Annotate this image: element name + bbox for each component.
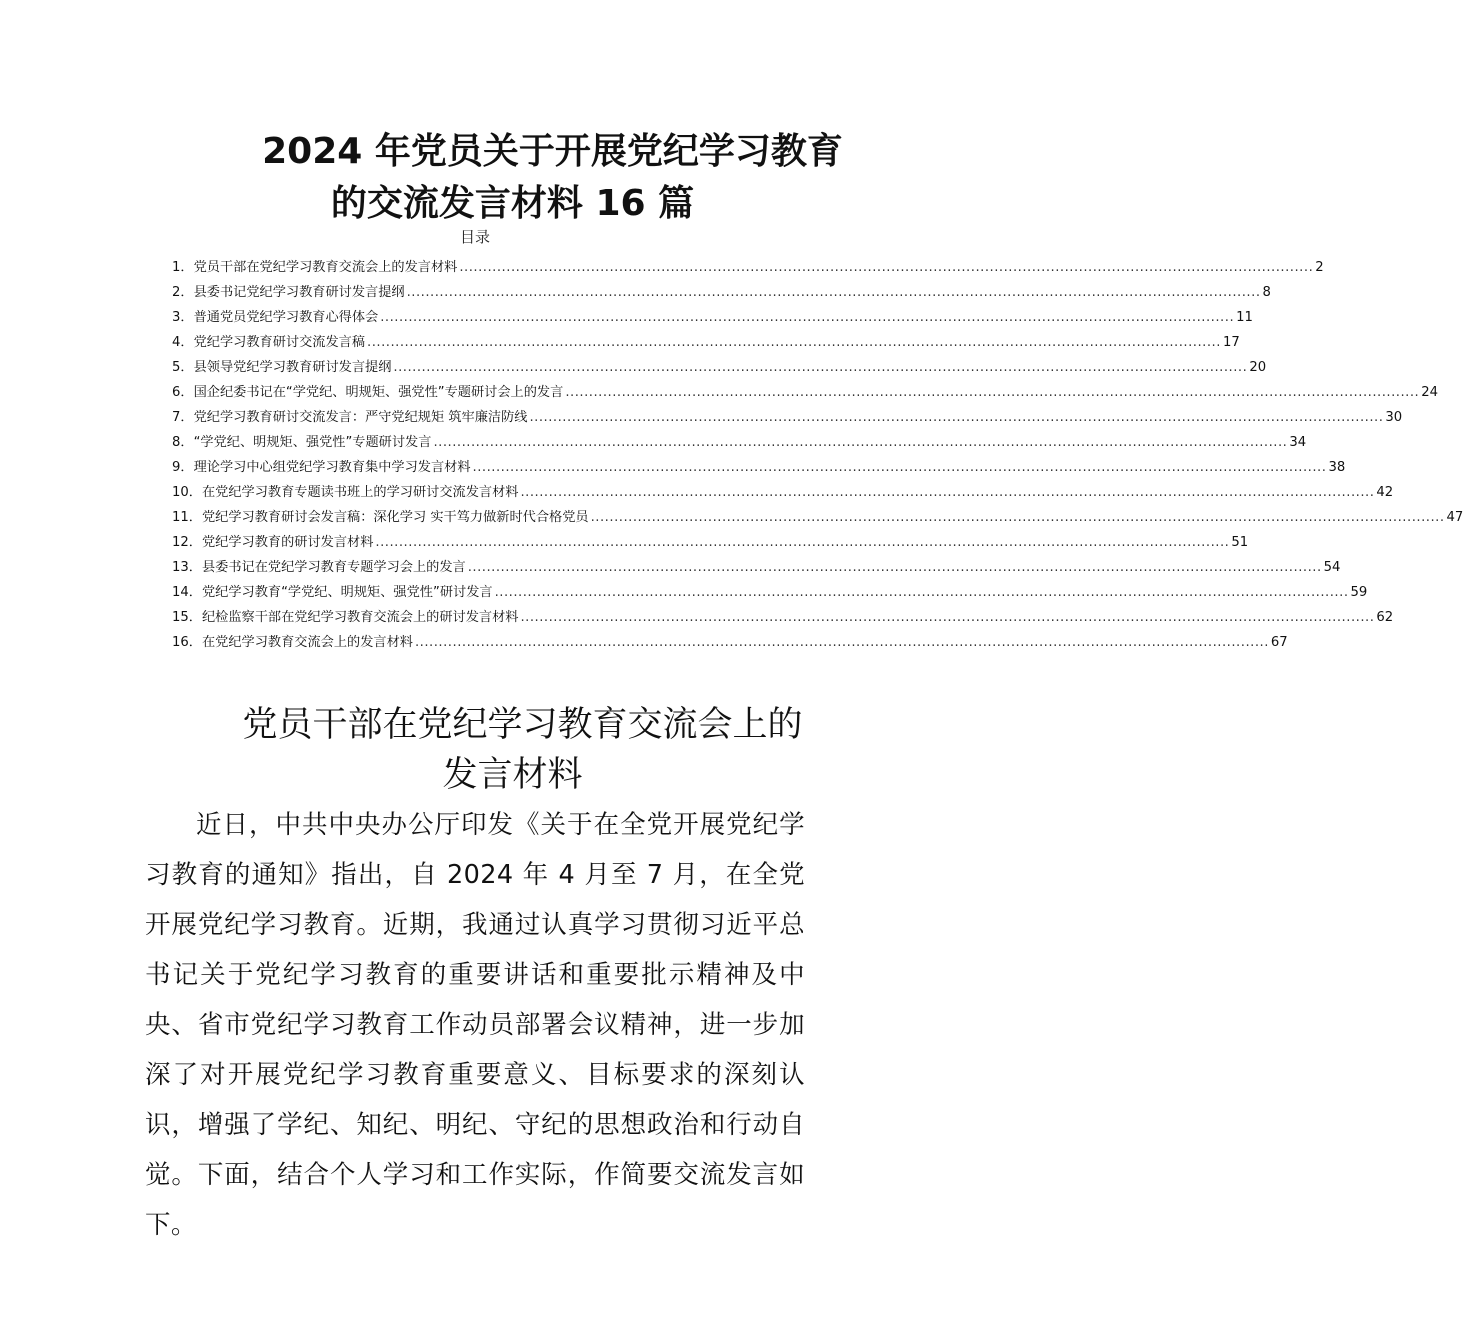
toc-entry-title: 县委书记在党纪学习教育专题学习会上的发言 [201, 560, 466, 575]
toc-entry[interactable] [172, 300, 1253, 325]
toc-entry-page: 38 [1328, 460, 1346, 475]
toc-entry-number: 16． [172, 635, 202, 650]
toc-entry-number: 7． [172, 410, 194, 425]
toc-entry-page: 42 [1376, 485, 1394, 500]
toc-entry-number: 15． [172, 610, 202, 625]
toc-leader-dots [367, 335, 1221, 350]
toc-entry-title: 纪检监察干部在党纪学习教育交流会上的研讨发言材料 [201, 610, 519, 625]
toc-entry-page: 2 [1315, 260, 1324, 275]
toc-leader-dots [375, 535, 1229, 550]
toc-entry[interactable] [172, 575, 1368, 600]
toc-leader-dots [415, 635, 1269, 650]
toc-leader-dots [529, 410, 1383, 425]
toc-leader-dots [520, 485, 1374, 500]
toc-entry-title: 普通党员党纪学习教育心得体会 [193, 310, 379, 325]
toc-entry-title: 理论学习中心组党纪学习教育集中学习发言材料 [193, 460, 471, 475]
toc-leader-dots [468, 560, 1322, 575]
toc-entry-page: 8 [1262, 285, 1271, 300]
toc-entry-title: 党纪学习教育“学党纪、明规矩、强党性”研讨发言 [201, 585, 493, 600]
table-of-contents [172, 250, 1463, 650]
toc-entry-title: 国企纪委书记在“学党纪、明规矩、强党性”专题研讨会上的发言 [193, 385, 564, 400]
toc-entry-page: 67 [1270, 635, 1288, 650]
toc-entry-number: 10． [172, 485, 202, 500]
toc-entry[interactable] [172, 600, 1394, 625]
toc-entry-title: 在党纪学习教育交流会上的发言材料 [201, 635, 413, 650]
toc-entry[interactable] [172, 625, 1288, 650]
toc-entry-number: 13． [172, 560, 202, 575]
toc-leader-dots [591, 510, 1445, 525]
toc-heading: 目录 [459, 228, 490, 246]
toc-entry-page: 34 [1289, 435, 1307, 450]
toc-entry-page: 51 [1231, 535, 1249, 550]
toc-entry-title: 党纪学习教育研讨会发言稿：深化学习 实干笃力做新时代合格党员 [201, 510, 589, 525]
toc-entry-number: 4． [172, 335, 194, 350]
toc-entry[interactable] [172, 525, 1249, 550]
toc-entry[interactable] [172, 450, 1346, 475]
toc-entry-number: 11． [172, 510, 202, 525]
toc-entry-title: 县领导党纪学习教育研讨发言提纲 [193, 360, 392, 375]
toc-leader-dots [565, 385, 1419, 400]
toc-entry[interactable] [172, 375, 1439, 400]
toc-entry-title: 党员干部在党纪学习教育交流会上的发言材料 [193, 260, 458, 275]
toc-leader-dots [459, 260, 1313, 275]
toc-entry-number: 8． [172, 435, 194, 450]
toc-entry[interactable] [172, 550, 1341, 575]
toc-entry[interactable] [172, 475, 1394, 500]
toc-entry-page: 24 [1421, 385, 1439, 400]
toc-leader-dots [473, 460, 1327, 475]
toc-entry-page: 47 [1446, 510, 1463, 525]
toc-entry-page: 62 [1376, 610, 1394, 625]
document-title [145, 126, 880, 230]
toc-entry[interactable] [172, 250, 1324, 275]
toc-entry-title: “学党纪、明规矩、强党性”专题研讨发言 [193, 435, 432, 450]
toc-leader-dots [393, 360, 1247, 375]
toc-entry[interactable] [172, 400, 1403, 425]
toc-entry-title: 在党纪学习教育专题读书班上的学习研讨交流发言材料 [201, 485, 519, 500]
toc-entry-number: 3． [172, 310, 194, 325]
toc-entry[interactable] [172, 500, 1463, 525]
document-title-line-1: 2024 年党员关于开展党纪学习教育 [262, 131, 843, 172]
toc-entry-title: 党纪学习教育的研讨发言材料 [201, 535, 374, 550]
section-title-line-1: 党员干部在党纪学习教育交流会上的 [242, 705, 803, 745]
toc-entry-title: 党纪学习教育研讨交流发言：严守党纪规矩 筑牢廉洁防线 [193, 410, 528, 425]
toc-leader-dots [407, 285, 1261, 300]
document-title-line-2: 的交流发言材料 16 篇 [330, 183, 695, 224]
toc-entry-number: 6． [172, 385, 194, 400]
toc-entry-number: 5． [172, 360, 194, 375]
toc-entry[interactable] [172, 425, 1307, 450]
toc-entry-page: 20 [1249, 360, 1267, 375]
section-title-line-2: 发言材料 [442, 755, 583, 795]
toc-entry[interactable] [172, 275, 1271, 300]
toc-leader-dots [380, 310, 1234, 325]
body-paragraph: 近日，中共中央办公厅印发《关于在全党开展党纪学习教育的通知》指出，自 2024 年 4 月至 7 月，在全党开展党纪学习教育。近期，我通过认真学习贯彻习近平总书记关于党纪学习教育的重要讲话和重要批示精神及中央、省市党纪学习教育工作动员部署会议精神，进一步加深了对开展党纪学习教育重要意义、目标要求的深刻认识，增强了学纪、知纪、明纪、守纪的思想政治和行动自觉。下面，结合个人学习和工作实际，作简要交流发言如下。 [145, 810, 805, 1240]
toc-entry-page: 54 [1323, 560, 1341, 575]
toc-entry-page: 59 [1350, 585, 1368, 600]
toc-leader-dots [433, 435, 1287, 450]
toc-entry-number: 14． [172, 585, 202, 600]
toc-entry-number: 1． [172, 260, 194, 275]
toc-entry[interactable] [172, 350, 1267, 375]
toc-entry-page: 11 [1236, 310, 1253, 325]
toc-entry[interactable] [172, 325, 1240, 350]
section-title [145, 700, 880, 800]
toc-entry-number: 12． [172, 535, 202, 550]
toc-entry-number: 9． [172, 460, 194, 475]
toc-leader-dots [520, 610, 1374, 625]
toc-leader-dots [495, 585, 1349, 600]
toc-entry-title: 县委书记党纪学习教育研讨发言提纲 [193, 285, 405, 300]
toc-entry-title: 党纪学习教育研讨交流发言稿 [193, 335, 366, 350]
toc-entry-page: 17 [1222, 335, 1240, 350]
toc-entry-number: 2． [172, 285, 194, 300]
toc-entry-page: 30 [1385, 410, 1403, 425]
